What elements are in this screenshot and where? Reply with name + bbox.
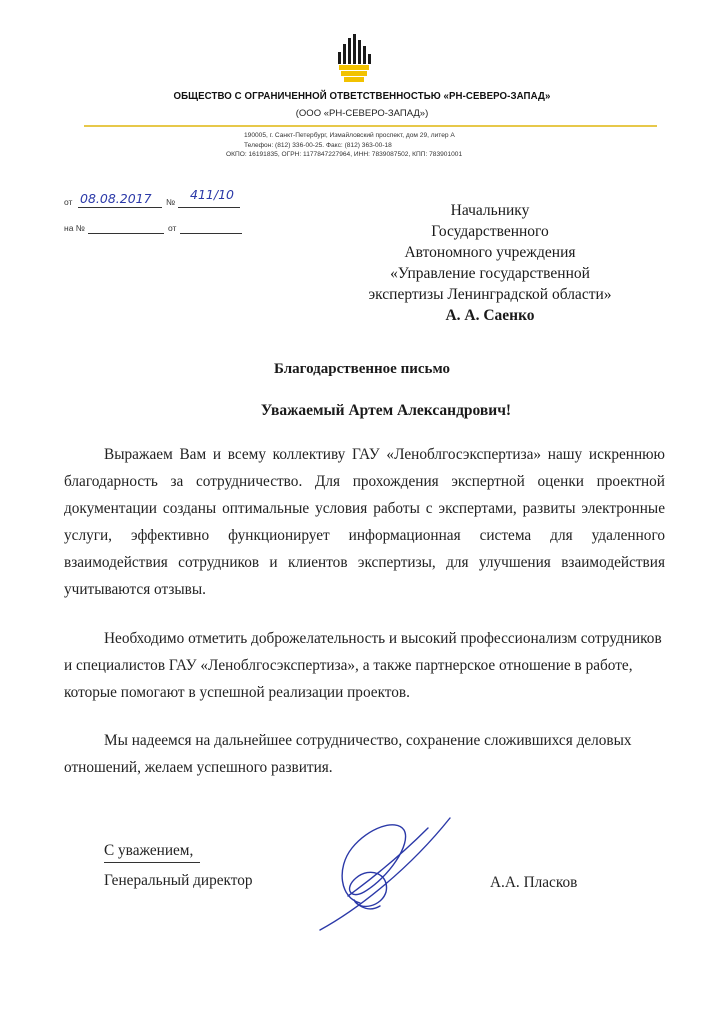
company-registry: ОКПО: 16191835, ОГРН: 1177847227964, ИНН: 7839087502, КПП: 783901001 — [226, 151, 463, 158]
number-line — [178, 207, 240, 208]
addressee-line: «Управление государственной — [390, 265, 590, 282]
number-label: № — [166, 197, 176, 207]
letter-title: Благодарственное письмо — [274, 361, 450, 377]
rosneft-logo-icon — [333, 34, 373, 86]
body-paragraph: Мы надеемся на дальнейшее сотрудничество, сохранение сложившихся деловых отношений, желаем успешного развития. — [64, 732, 632, 776]
addressee-block — [340, 200, 640, 326]
addressee-line: Начальнику — [450, 202, 530, 219]
body-paragraph: Выражаем Вам и всему коллективу ГАУ «Леноблгосэкспертиза» нашу искреннюю благодарность за сотрудничество. Для прохождения экспертной оценки проектной документации созданы оптимальные условия работы с экспертами, развиты электронные услуги, эффективно функционирует информационная система для удаленного взаимодействия сотрудников и клиентов экспертизы, для улучшения взаимодействия учитываются отзывы. — [64, 446, 665, 598]
addressee-line: Автономного учреждения — [404, 244, 576, 261]
company-short-name: (ООО «РН-СЕВЕРО-ЗАПАД») — [295, 108, 429, 119]
reference-date-line — [180, 233, 242, 234]
company-address: 190005, г. Санкт-Петербург, Измайловский проспект, дом 29, литер А — [244, 132, 455, 139]
date-line — [78, 207, 162, 208]
signer-name: А.А. Пласков — [490, 874, 578, 891]
reference-date-label: от — [168, 223, 177, 233]
header-divider — [84, 125, 657, 127]
outgoing-date: 08.08.2017 — [80, 191, 152, 206]
company-phone: Телефон: (812) 336-00-25. Факс: (812) 363-00-18 — [244, 142, 392, 149]
reference-line — [88, 233, 164, 234]
outgoing-number: 411/10 — [190, 187, 234, 202]
addressee-line: экспертизы Ленинградской области» — [368, 286, 612, 303]
company-name: ОБЩЕСТВО С ОГРАНИЧЕННОЙ ОТВЕТСТВЕННОСТЬЮ «РН-СЕВЕРО-ЗАПАД» — [173, 90, 551, 102]
closing-phrase: С уважением, — [104, 842, 194, 859]
closing-underline — [104, 862, 200, 863]
addressee-line: Государственного — [431, 223, 549, 240]
addressee-name: А. А. Саенко — [445, 307, 535, 324]
signer-position: Генеральный директор — [104, 872, 253, 889]
body-paragraph: Необходимо отметить доброжелательность и высокий профессионализм сотрудников и специалистов ГАУ «Леноблгосэкспертиза», а также партнерское отношение в работе, которые помогают в успешной реализации проектов. — [64, 630, 662, 701]
handwritten-signature-icon — [300, 808, 460, 938]
reference-label: на № — [64, 223, 85, 233]
date-label: от — [64, 197, 73, 207]
salutation: Уважаемый Артем Александрович! — [260, 402, 512, 419]
